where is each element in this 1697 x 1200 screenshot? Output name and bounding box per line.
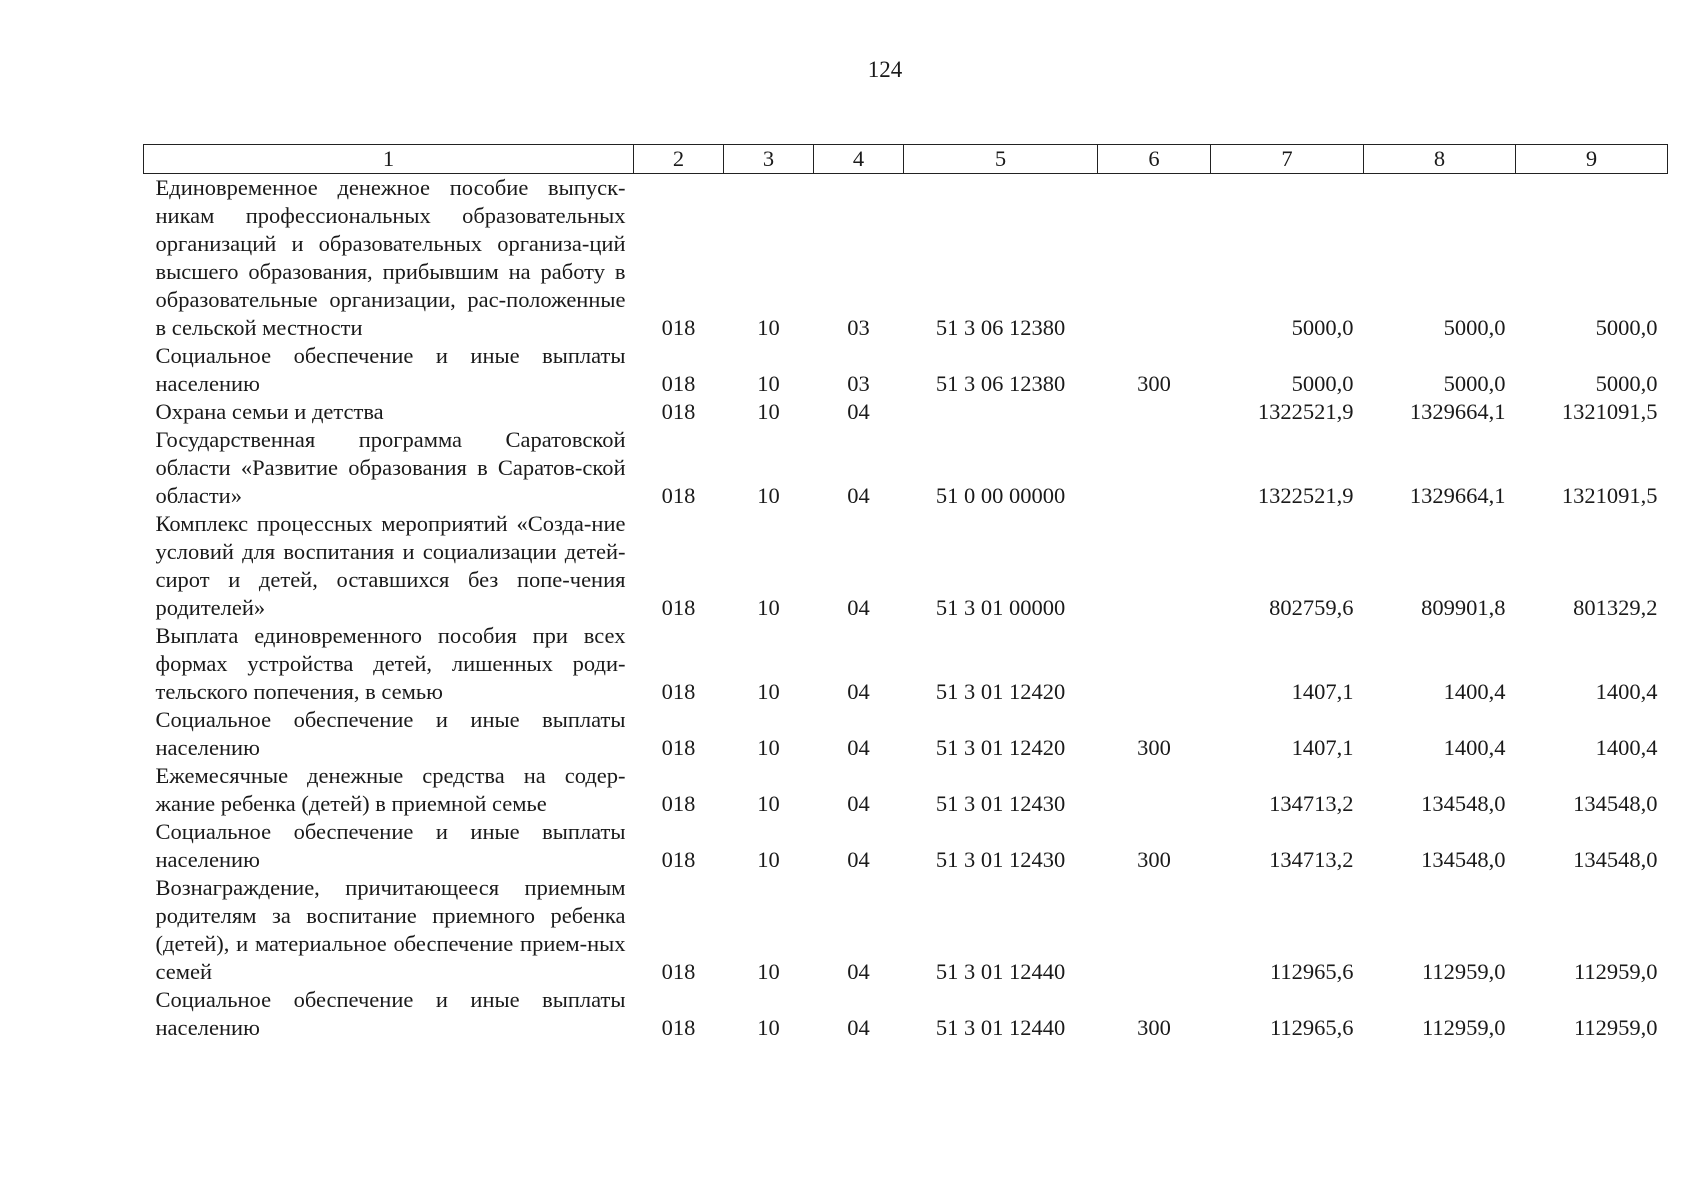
row-name: Единовременное денежное пособие выпуск-никам профессиональных образовательных организаций и образовательных организа-ций высшего образования, прибывшим на работу в образовательные организации, рас-положенные в сельской местности	[155, 175, 626, 340]
column-header-3: 3	[724, 145, 814, 174]
ministry-code: 018	[661, 371, 696, 396]
amount-col-7: 112965,6	[1269, 1015, 1354, 1040]
budget-table	[143, 144, 1668, 1042]
amount-col-8: 134548,0	[1421, 791, 1506, 816]
table-row	[144, 622, 1668, 706]
row-name: Социальное обеспечение и иные выплаты населению	[155, 987, 626, 1040]
ministry-code: 018	[661, 791, 696, 816]
table-row	[144, 818, 1668, 874]
column-header-2: 2	[634, 145, 724, 174]
amount-col-8: 1329664,1	[1409, 483, 1506, 508]
section-code: 10	[757, 847, 780, 872]
subsection-code: 03	[847, 315, 870, 340]
amount-col-7: 1322521,9	[1257, 483, 1354, 508]
target-article-code: 51 3 06 12380	[935, 315, 1066, 340]
table-row	[144, 426, 1668, 510]
amount-col-9: 1400,4	[1595, 735, 1658, 760]
amount-col-8: 1329664,1	[1409, 399, 1506, 424]
table-row	[144, 874, 1668, 986]
subsection-code: 04	[847, 735, 870, 760]
amount-col-9: 5000,0	[1595, 371, 1658, 396]
amount-col-8: 112959,0	[1421, 1015, 1506, 1040]
target-article-code: 51 0 00 00000	[935, 483, 1066, 508]
row-name: Социальное обеспечение и иные выплаты населению	[155, 819, 626, 872]
ministry-code: 018	[661, 959, 696, 984]
amount-col-7: 5000,0	[1291, 371, 1354, 396]
section-code: 10	[757, 371, 780, 396]
column-header-6: 6	[1098, 145, 1211, 174]
column-header-1: 1	[144, 145, 634, 174]
target-article-code: 51 3 06 12380	[935, 371, 1066, 396]
amount-col-7: 802759,6	[1269, 595, 1354, 620]
amount-col-7: 1407,1	[1291, 679, 1354, 704]
table-row	[144, 706, 1668, 762]
section-code: 10	[757, 735, 780, 760]
table-header	[144, 145, 1668, 174]
target-article-code: 51 3 01 12430	[935, 791, 1066, 816]
column-header-9: 9	[1516, 145, 1668, 174]
row-name: Социальное обеспечение и иные выплаты населению	[155, 343, 626, 396]
column-header-7: 7	[1211, 145, 1364, 174]
column-header-5: 5	[904, 145, 1098, 174]
ministry-code: 018	[661, 847, 696, 872]
section-code: 10	[757, 315, 780, 340]
amount-col-9: 1400,4	[1595, 679, 1658, 704]
expense-type-code	[1098, 762, 1211, 818]
table-row	[144, 762, 1668, 818]
section-code: 10	[757, 483, 780, 508]
target-article-code: 51 3 01 12420	[935, 735, 1066, 760]
section-code: 10	[757, 399, 780, 424]
amount-col-8: 134548,0	[1421, 847, 1506, 872]
amount-col-8: 809901,8	[1421, 595, 1506, 620]
ministry-code: 018	[661, 679, 696, 704]
section-code: 10	[757, 959, 780, 984]
expense-type-code	[1098, 426, 1211, 510]
amount-col-9: 112959,0	[1573, 959, 1658, 984]
subsection-code: 04	[847, 847, 870, 872]
subsection-code: 04	[847, 399, 870, 424]
amount-col-7: 134713,2	[1269, 847, 1354, 872]
subsection-code: 04	[847, 959, 870, 984]
amount-col-8: 5000,0	[1443, 315, 1506, 340]
amount-col-9: 112959,0	[1573, 1015, 1658, 1040]
amount-col-7: 134713,2	[1269, 791, 1354, 816]
table-row	[144, 986, 1668, 1042]
amount-col-7: 1407,1	[1291, 735, 1354, 760]
row-name: Охрана семьи и детства	[155, 399, 384, 424]
ministry-code: 018	[661, 595, 696, 620]
target-article-code: 51 3 01 12440	[935, 959, 1066, 984]
section-code: 10	[757, 595, 780, 620]
table-row	[144, 510, 1668, 622]
amount-col-7: 5000,0	[1291, 315, 1354, 340]
ministry-code: 018	[661, 1015, 696, 1040]
subsection-code: 04	[847, 791, 870, 816]
amount-col-9: 134548,0	[1573, 847, 1658, 872]
amount-col-7: 112965,6	[1269, 959, 1354, 984]
expense-type-code: 300	[1137, 371, 1171, 396]
page-number: 124	[867, 57, 903, 82]
target-article-code: 51 3 01 12440	[935, 1015, 1066, 1040]
table-body	[144, 174, 1668, 1043]
subsection-code: 04	[847, 1015, 870, 1040]
amount-col-7: 1322521,9	[1257, 399, 1354, 424]
row-name: Выплата единовременного пособия при всех формах устройства детей, лишенных роди-тельского попечения, в семью	[155, 623, 626, 704]
ministry-code: 018	[661, 399, 696, 424]
amount-col-9: 134548,0	[1573, 791, 1658, 816]
target-article-code: 51 3 01 00000	[935, 595, 1066, 620]
expense-type-code	[1098, 622, 1211, 706]
subsection-code: 04	[847, 679, 870, 704]
table-row	[144, 174, 1668, 343]
table-row	[144, 342, 1668, 398]
amount-col-9: 5000,0	[1595, 315, 1658, 340]
target-article-code: 51 3 01 12430	[935, 847, 1066, 872]
expense-type-code	[1098, 174, 1211, 343]
amount-col-8: 5000,0	[1443, 371, 1506, 396]
amount-col-9: 1321091,5	[1561, 399, 1658, 424]
amount-col-9: 801329,2	[1573, 595, 1658, 620]
row-name: Государственная программа Саратовской области «Развитие образования в Саратов-ской области»	[155, 427, 626, 508]
ministry-code: 018	[661, 735, 696, 760]
table-row	[144, 398, 1668, 426]
target-article-code	[904, 398, 1098, 426]
expense-type-code	[1098, 510, 1211, 622]
row-name: Социальное обеспечение и иные выплаты населению	[155, 707, 626, 760]
expense-type-code	[1098, 874, 1211, 986]
row-name: Вознаграждение, причитающееся приемным родителям за воспитание приемного ребенка (детей), и материальное обеспечение прием-ных семей	[155, 875, 626, 984]
section-code: 10	[757, 1015, 780, 1040]
expense-type-code: 300	[1137, 735, 1171, 760]
subsection-code: 03	[847, 371, 870, 396]
amount-col-9: 1321091,5	[1561, 483, 1658, 508]
subsection-code: 04	[847, 483, 870, 508]
expense-type-code: 300	[1137, 847, 1171, 872]
ministry-code: 018	[661, 315, 696, 340]
section-code: 10	[757, 679, 780, 704]
ministry-code: 018	[661, 483, 696, 508]
amount-col-8: 1400,4	[1443, 679, 1506, 704]
target-article-code: 51 3 01 12420	[935, 679, 1066, 704]
subsection-code: 04	[847, 595, 870, 620]
amount-col-8: 112959,0	[1421, 959, 1506, 984]
section-code: 10	[757, 791, 780, 816]
expense-type-code	[1098, 398, 1211, 426]
row-name: Ежемесячные денежные средства на содер-жание ребенка (детей) в приемной семье	[155, 763, 626, 816]
row-name: Комплекс процессных мероприятий «Созда-ние условий для воспитания и социализации детей-сирот и детей, оставшихся без попе-чения родителей»	[155, 511, 626, 620]
amount-col-8: 1400,4	[1443, 735, 1506, 760]
expense-type-code: 300	[1137, 1015, 1171, 1040]
column-header-4: 4	[814, 145, 904, 174]
column-header-8: 8	[1364, 145, 1516, 174]
header-row	[144, 145, 1668, 174]
